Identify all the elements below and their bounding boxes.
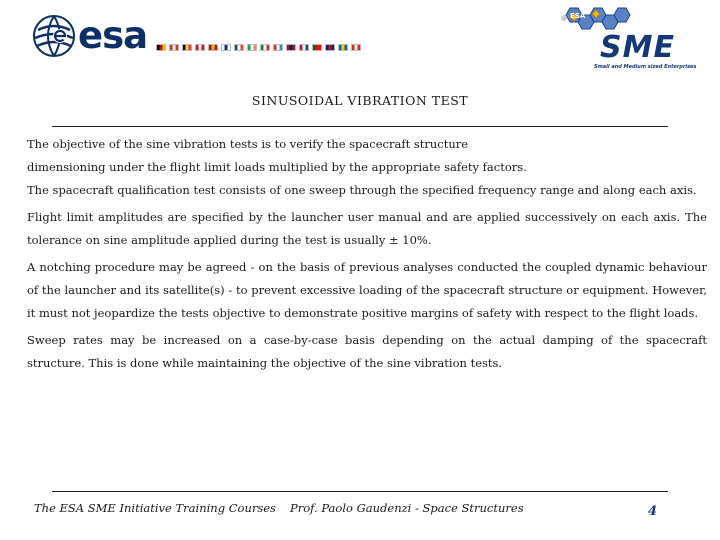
paragraph-notching: A notching procedure may be agreed - on the basis of previous analyses conducted the coupled dynamic behaviour of the launcher and its satellite(s) - to prevent excessive loading of the spacecraft structure or equipment. However, it must not jeopardize the tests objective to demonstrate positive margins of safety with respect to the flight loads. [27,260,707,320]
flag-luxembourg-icon [273,44,283,51]
page-title: SINUSOIDAL VIBRATION TEST [251,93,469,108]
flag-france-icon [234,44,244,51]
footer-course: The ESA SME Initiative Training Courses [34,501,276,515]
flag-sweden-icon [338,44,348,51]
paragraph-flight-limits: Flight limit amplitudes are specified by the launcher user manual and are applied successively on each axis. The tolerance on sine amplitude applied during the test is usually ± 10%. [27,210,707,247]
content-body [27,133,707,379]
flag-switzerland-icon [351,44,361,51]
flag-belgium-icon [182,44,192,51]
paragraph-objective [27,133,707,202]
flag-norway-icon [286,44,296,51]
paragraph-sweep-rates: Sweep rates may be increased on a case-by-case basis depending on the actual damping of the spacecraft structure. This is done while maintaining the objective of the sine vibration tests. [27,333,707,370]
member-flags [156,44,361,51]
flag-netherlands-icon [299,44,309,51]
sme-logo [556,4,706,74]
paragraph-line: dimensioning under the flight limit loads multiplied by the appropriate safety factors. [27,160,527,174]
svg-text:ESA: ESA [570,12,586,20]
footer-author: Prof. Paolo Gaudenzi - Space Structures [290,501,524,515]
esa-logo [30,12,390,62]
paragraph-line: The spacecraft qualification test consists of one sweep through the specified frequency range and along each axis. [27,183,697,197]
sme-wordmark: SME [600,30,675,65]
esa-wordmark: esa [78,14,148,57]
flag-denmark-icon [195,44,205,51]
footer-divider [52,491,668,492]
sme-tagline: Small and Medium sized Enterprises [594,64,697,70]
flag-austria-icon [169,44,179,51]
title-divider [52,126,668,127]
page-number: 4 [648,504,658,519]
flag-portugal-icon [312,44,322,51]
flag-italy-icon [260,44,270,51]
flag-united-kingdom-icon [325,44,335,51]
flag-ireland-icon [247,44,257,51]
flag-germany-icon [156,44,166,51]
flag-finland-icon [221,44,231,51]
flag-spain-icon [208,44,218,51]
esa-globe-icon [30,12,78,60]
paragraph-line: The objective of the sine vibration tests is to verify the spacecraft structure [27,137,469,151]
